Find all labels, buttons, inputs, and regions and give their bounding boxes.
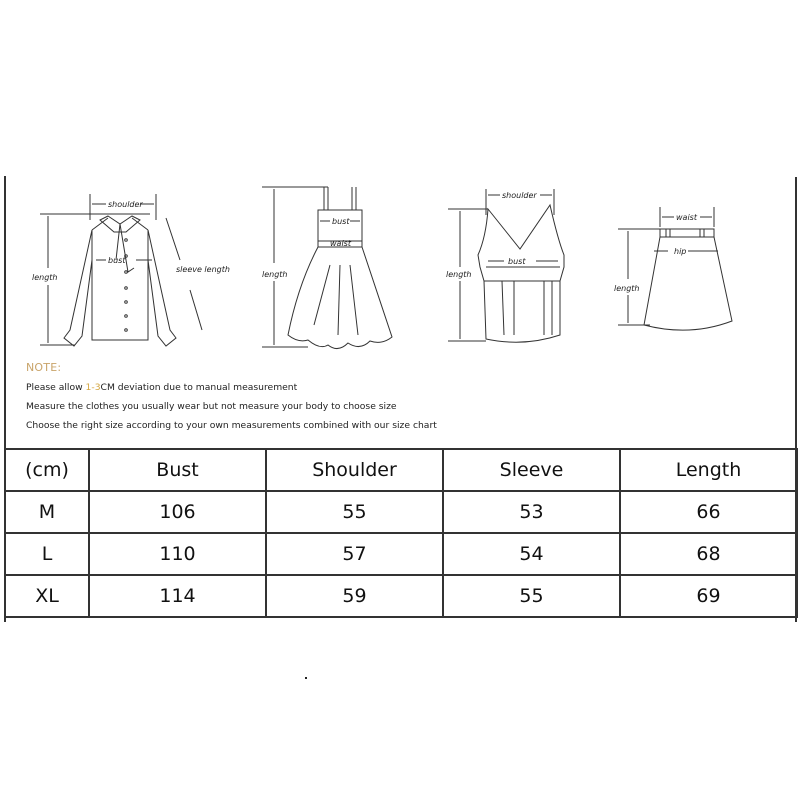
header-length: Length [620,449,797,491]
size-cell: L [5,533,89,575]
header-bust: Bust [89,449,266,491]
note-line-2: Measure the clothes you usually wear but not measure your body to choose size [26,401,397,412]
label-shoulder: shoulder [108,200,143,209]
length-cell: 69 [620,575,797,617]
header-unit: (cm) [5,449,89,491]
table-row [5,575,797,617]
label-bust: bust [108,256,126,265]
table-row [5,533,797,575]
bust-cell: 106 [89,491,266,533]
shoulder-cell: 55 [266,491,443,533]
size-cell: M [5,491,89,533]
note-line-1-prefix: Please allow [26,382,86,393]
label-tank-length: length [446,270,472,279]
header-shoulder: Shoulder [266,449,443,491]
sleeve-cell: 54 [443,533,620,575]
label-length: length [32,273,58,282]
label-skirt-length: length [614,284,640,293]
sleeve-cell: 53 [443,491,620,533]
shoulder-cell: 57 [266,533,443,575]
length-cell: 68 [620,533,797,575]
bust-cell: 114 [89,575,266,617]
note-section [26,361,437,435]
bust-cell: 110 [89,533,266,575]
note-line-1-suffix: CM deviation due to manual measurement [100,382,298,393]
label-sleeve-length: sleeve length [176,265,230,274]
header-sleeve: Sleeve [443,449,620,491]
label-skirt-waist: waist [676,213,697,222]
measurement-illustrations [0,180,800,360]
stray-dot [305,677,307,679]
label-dress-length: length [262,270,288,279]
label-dress-bust: bust [332,217,350,226]
length-cell: 66 [620,491,797,533]
sleeve-cell: 55 [443,575,620,617]
size-chart-table [4,448,798,618]
label-skirt-hip: hip [674,247,687,256]
note-line-1 [26,378,437,397]
size-cell: XL [5,575,89,617]
label-tank-shoulder: shoulder [502,191,537,200]
label-dress-waist: waist [330,239,351,248]
note-title: NOTE: [26,361,62,374]
note-line-1-highlight: 1-3 [85,382,101,393]
table-row [5,491,797,533]
shoulder-cell: 59 [266,575,443,617]
tank-top-illustration [440,185,580,355]
skirt-illustration [610,205,750,355]
label-tank-bust: bust [508,257,526,266]
note-line-3: Choose the right size according to your own measurements combined with our size chart [26,420,437,431]
table-header-row [5,449,797,491]
blouse-illustration [30,190,250,350]
dress-illustration [258,185,398,355]
